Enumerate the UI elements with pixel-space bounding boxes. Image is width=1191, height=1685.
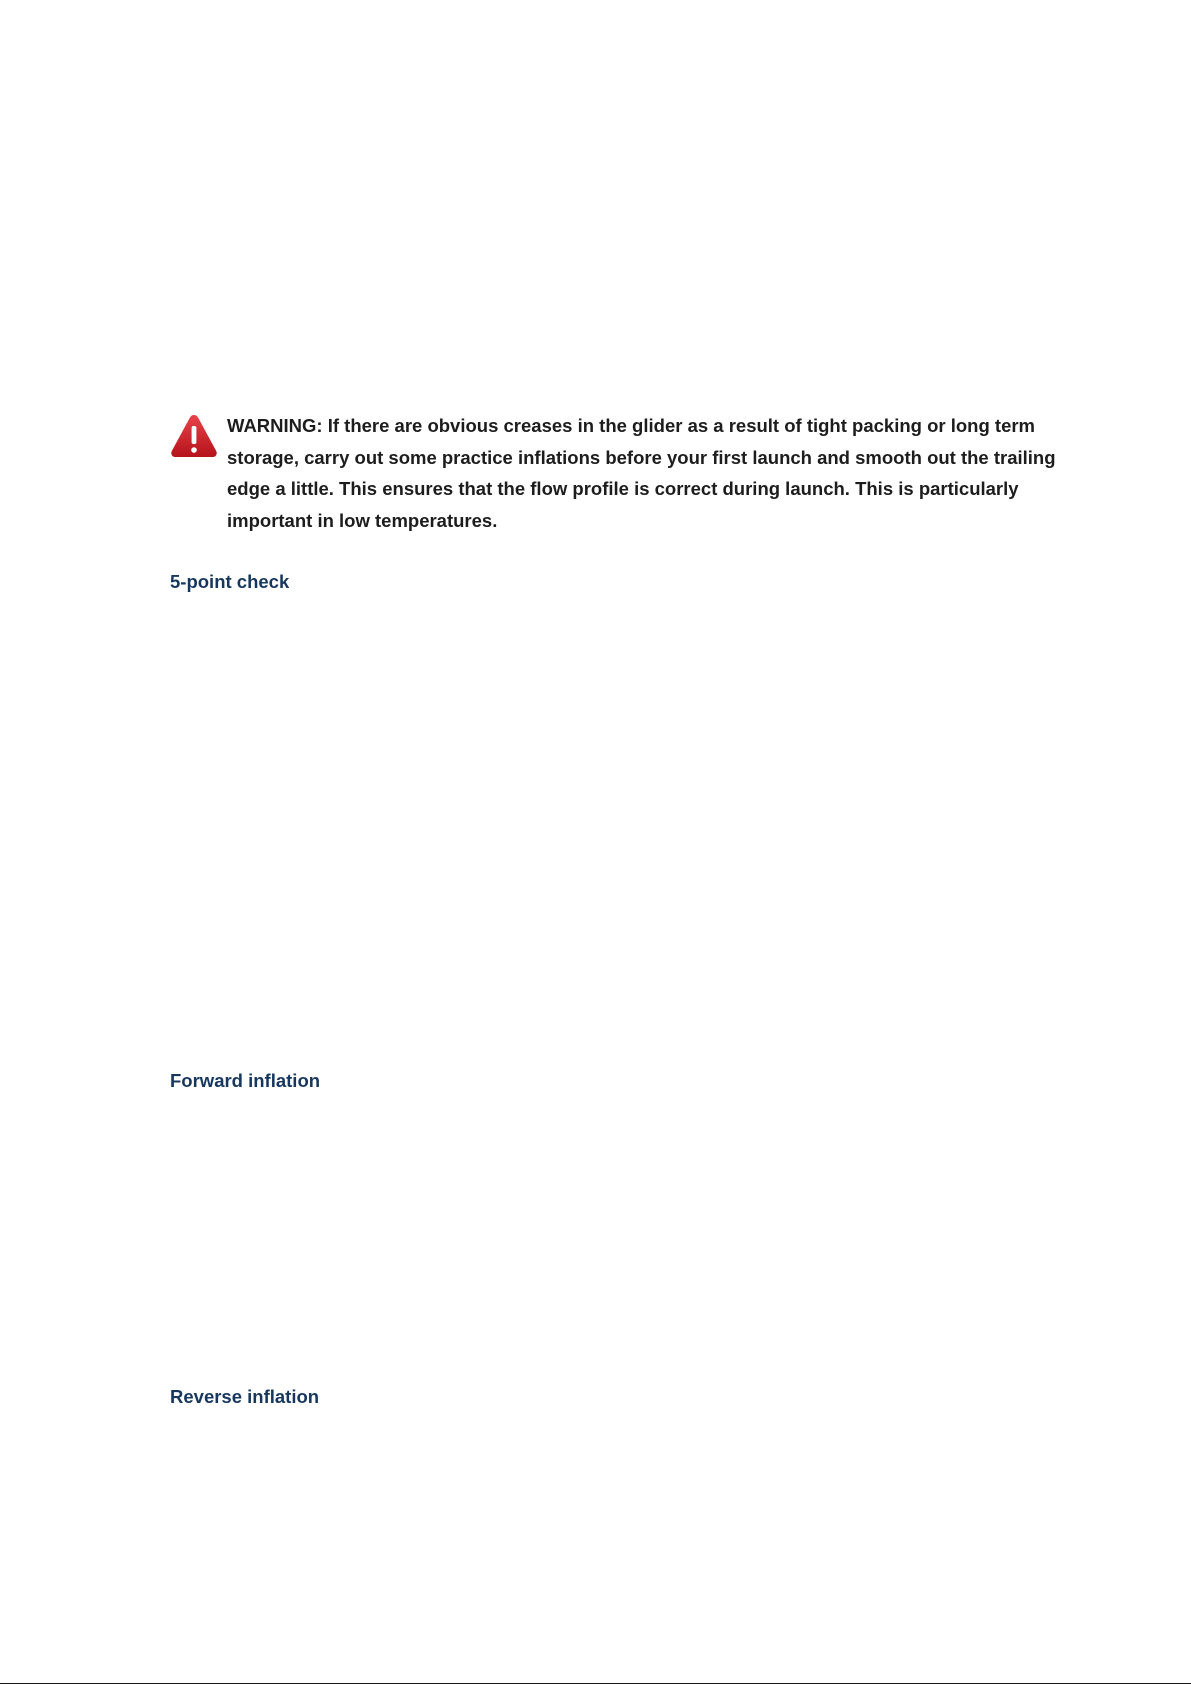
- heading-reverse-inflation: Reverse inflation: [170, 1386, 320, 1407]
- warning-label: WARNING: [227, 415, 317, 436]
- page-bottom-rule: [0, 1683, 1191, 1684]
- warning-triangle-icon: [170, 413, 218, 459]
- heading-five-point-check: 5-point check: [170, 571, 290, 592]
- warning-text: [227, 410, 1067, 536]
- warning-body: : If there are obvious creases in the glider as a result of tight packing or long term storage, carry out some practice inflations before your first launch and smooth out the trailing edge a little. This ensures that the flow profile is correct during launch. This is particularly important in low temperatures.: [227, 415, 1056, 531]
- heading-forward-inflation: Forward inflation: [170, 1070, 321, 1091]
